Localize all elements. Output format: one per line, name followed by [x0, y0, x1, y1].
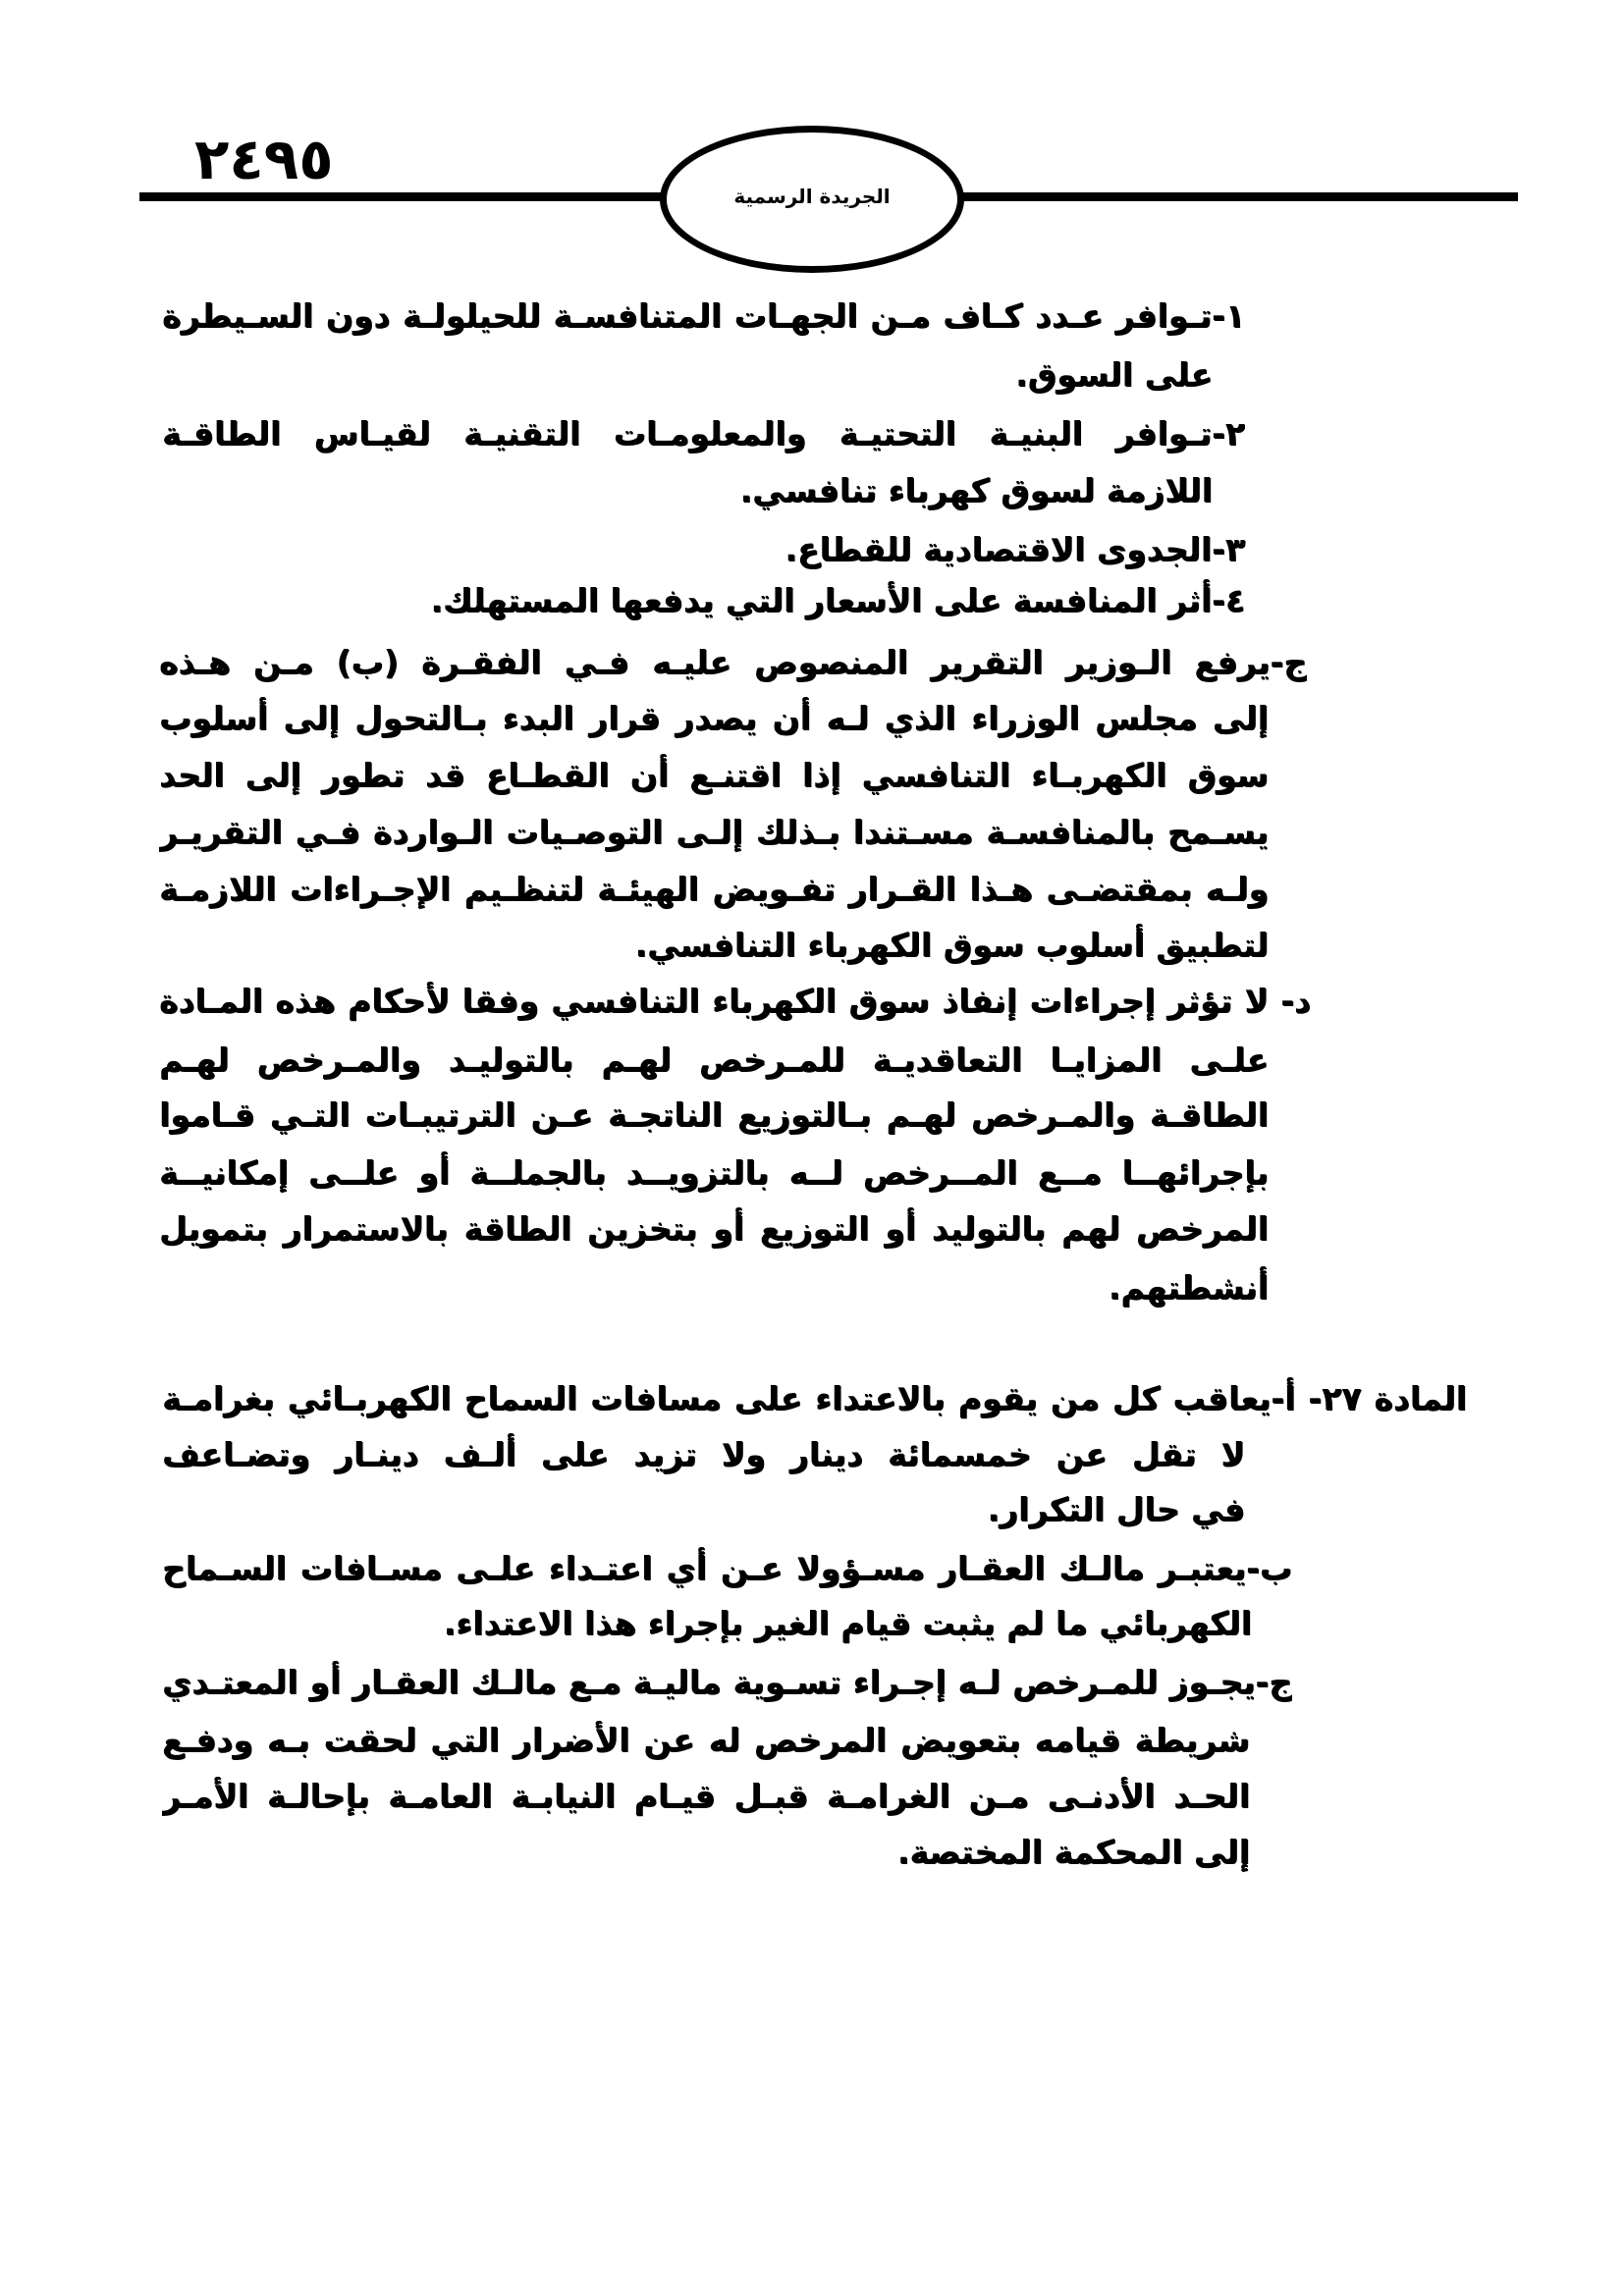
text-line: الطاقـة والمـرخص لهـم بـالتوزيع الناتجـة عـن الترتيبـات التـي قـاموا — [159, 1095, 1269, 1134]
text-line: ج-يجـوز للمـرخص لـه إجـراء تسـوية ماليـة مـع مالـك العقـار أو المعتـدي — [162, 1663, 1292, 1701]
text-line: ولـه بمقتضـى هـذا القـرار تفـويض الهيئـة لتنظـيم الإجـراءات اللازمـة — [159, 870, 1269, 908]
text-line: لتطبيق أسلوب سوق الكهرباء التنافسي. — [634, 926, 1269, 964]
journal-emblem — [660, 126, 964, 273]
text-line: ٣-الجدوى الاقتصادية للقطاع. — [785, 530, 1245, 568]
text-line: إلى مجلس الوزراء الذي لـه أن يصدر قرار البدء بـالتحول إلى أسلوب — [159, 699, 1269, 737]
text-line: على السوق. — [1015, 355, 1213, 394]
text-line: علـى المزايـا التعاقديـة للمـرخص لهـم بالتوليـد والمـرخص لهـم — [159, 1041, 1269, 1079]
text-line: في حال التكرار. — [987, 1490, 1245, 1528]
text-line: شريطة قيامه بتعويض المرخص له عن الأضرار التي لحقت بـه ودفـع — [162, 1721, 1250, 1759]
text-line: بإجرائهــا مــع المــرخص لــه بالتزويــد بالجملــة أو علــى إمكانيــة — [159, 1153, 1269, 1192]
journal-name: الجريدة الرسمية — [733, 185, 891, 208]
text-line: أنشطتهم. — [1108, 1268, 1269, 1307]
text-line: د- لا تؤثر إجراءات إنفاذ سوق الكهرباء التنافسي وفقا لأحكام هذه المـادة — [159, 982, 1311, 1020]
text-line: إلى المحكمة المختصة. — [896, 1833, 1250, 1871]
text-line: ج-يرفع الـوزير التقرير المنصوص عليـه فـي الفقـرة (ب) مـن هـذه — [159, 643, 1307, 681]
text-line: لا تقل عن خمسمائة دينار ولا تزيد على ألـف دينـار وتضـاعف — [162, 1435, 1245, 1473]
text-line: الحـد الأدنـى مـن الغرامـة قبـل قيـام النيابـة العامـة بإحالـة الأمـر — [162, 1777, 1250, 1815]
page-number: ٢٤٩٥ — [194, 126, 334, 192]
text-line: ١-تـوافر عـدد كـاف مـن الجهـات المتنافسـة للحيلولـة دون السـيطرة — [162, 296, 1245, 335]
text-line: ب-يعتبـر مالـك العقـار مسـؤولا عـن أي اعتـداء علـى مسـافات السـماح — [162, 1549, 1292, 1587]
text-line: المادة ٢٧- أ-يعاقب كل من يقوم بالاعتداء على مسافات السماح الكهربـائي بغرامـة — [162, 1379, 1467, 1417]
text-line: ٤-أثر المنافسة على الأسعار التي يدفعها المستهلك. — [430, 581, 1245, 619]
text-line: ٢-تـوافر البنيـة التحتيـة والمعلومـات التقنيـة لقيـاس الطاقـة — [162, 414, 1245, 453]
text-line: الكهربائي ما لم يثبت قيام الغير بإجراء هذا الاعتداء. — [443, 1604, 1252, 1642]
text-line: يسـمح بالمنافسـة مسـتندا بـذلك إلـى التوصـيات الـواردة فـي التقريـر — [159, 813, 1269, 851]
text-line: اللازمة لسوق كهرباء تنافسي. — [739, 471, 1213, 509]
text-line: سوق الكهربـاء التنافسي إذا اقتنـع أن القطـاع قد تطور إلى الحد — [159, 756, 1269, 794]
text-line: المرخص لهم بالتوليد أو التوزيع أو بتخزين الطاقة بالاستمرار بتمويل — [159, 1209, 1269, 1248]
